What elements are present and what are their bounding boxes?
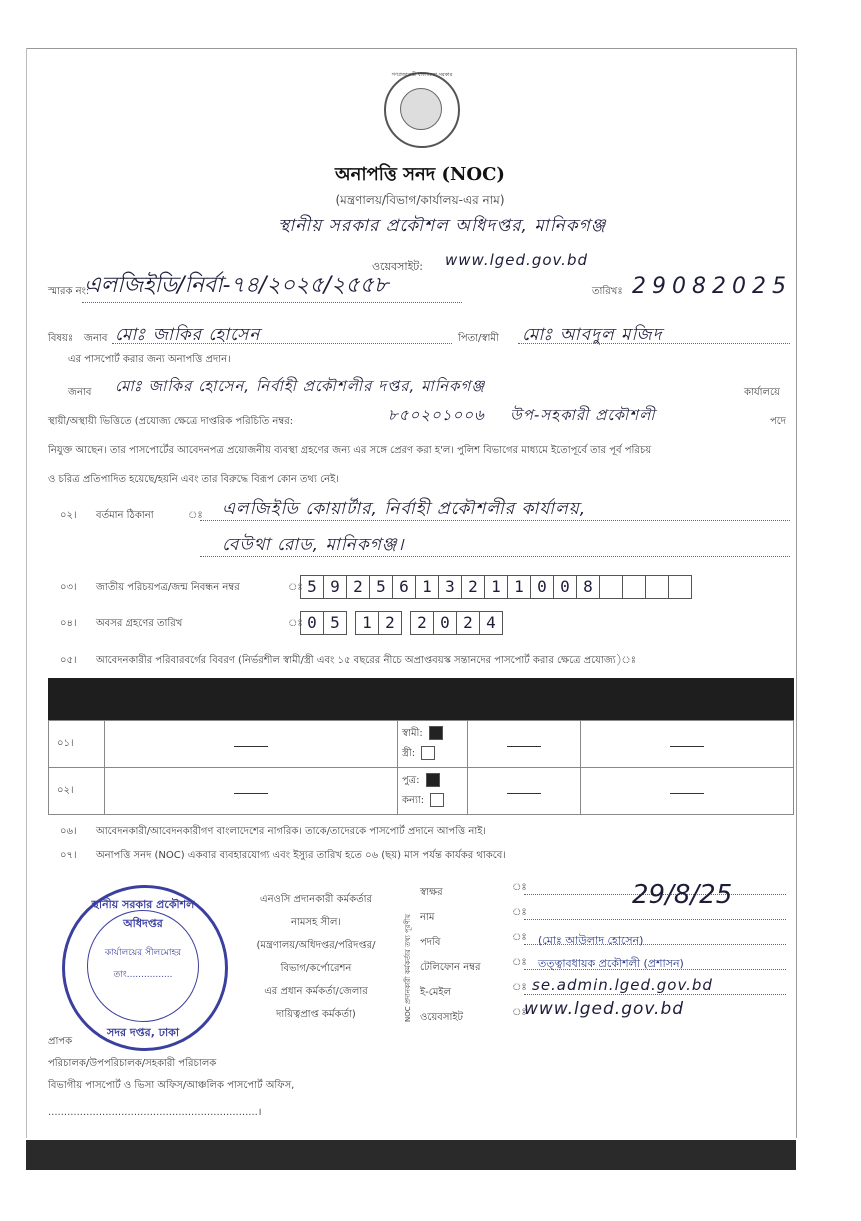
- issuer-desc-line: নামসহ সীল।: [291, 917, 341, 928]
- body-office-suffix: কার্যালয়ে: [744, 387, 780, 398]
- retire-colon: ঃ: [288, 618, 303, 629]
- page-border-top: [26, 48, 796, 49]
- retire-label: অবসর গ্রহণের তারিখ: [96, 618, 183, 629]
- relation-checkbox[interactable]: [429, 726, 443, 740]
- nid-label: জাতীয় পরিচয়পত্র/জন্ম নিবন্ধন নম্বর: [96, 582, 240, 593]
- retire-digit: 5: [323, 611, 347, 635]
- relation-label: স্ত্রী:: [402, 748, 416, 759]
- nid-digit: 3: [438, 575, 462, 599]
- field-label: নাম: [420, 912, 435, 923]
- empty-dash: [670, 793, 704, 794]
- table-row: [49, 721, 794, 768]
- nid-digit: 1: [415, 575, 439, 599]
- father-label: পিতা/স্বামী: [458, 333, 499, 344]
- body-designation: উপ-সহকারী প্রকৌশলী: [510, 406, 656, 424]
- nid-digit: 9: [323, 575, 347, 599]
- issuer-desc-line: বিভাগ/কর্পোরেশন: [280, 963, 352, 974]
- website-label: ওয়েবসাইট:: [372, 260, 423, 273]
- footer-bar: [26, 1140, 796, 1170]
- nid-digit: 1: [484, 575, 508, 599]
- field-label: ওয়েবসাইট: [420, 1012, 463, 1023]
- subject-line2: এর পাসপোর্ট করার জন্য অনাপত্তি প্রদান।: [68, 354, 231, 365]
- empty-dash: [234, 746, 268, 747]
- nid-digit: 2: [461, 575, 485, 599]
- address-dotted-line-1: [200, 520, 790, 521]
- retire-digit: 0: [433, 611, 457, 635]
- retire-digit: 2: [410, 611, 434, 635]
- relation-label: কন্যা:: [402, 795, 425, 806]
- retire-digit: 4: [479, 611, 503, 635]
- address-colon: ঃ: [188, 510, 203, 521]
- table-row: [49, 768, 794, 815]
- seal-inner-ring: [87, 910, 199, 1022]
- nid-digit: [668, 575, 692, 599]
- relation-label: পুত্র:: [402, 775, 420, 786]
- subject-name-line: [112, 343, 452, 344]
- retire-digit: 2: [378, 611, 402, 635]
- address-dotted-line-2: [200, 556, 790, 557]
- nid-num: ০৩।: [60, 582, 77, 593]
- seal-bottom-text: সদর দপ্তর, ঢাকা: [106, 1026, 180, 1039]
- issuer-field-signature: স্বাক্ষর ঃ 29/8/25: [420, 880, 790, 905]
- memo-label: স্মারক নং:: [48, 286, 90, 297]
- stamp-officer-name: (মোঃ আউলাদ হোসেন): [538, 934, 644, 947]
- subject-janab: জনাব: [84, 333, 108, 344]
- recipient-label: প্রাপক: [48, 1036, 73, 1047]
- nid-digit: [622, 575, 646, 599]
- emblem-text: গণপ্রজাতন্ত্রী বাংলাদেশ সরকার: [391, 72, 453, 78]
- relation-checkbox[interactable]: [430, 793, 444, 807]
- nid-colon: ঃ: [288, 582, 303, 593]
- subject-label: বিষয়ঃ: [48, 333, 74, 344]
- issuer-field-name: নাম ঃ: [420, 905, 790, 930]
- retire-digit: 1: [355, 611, 379, 635]
- office-name: স্থানীয় সরকার প্রকৌশল অধিদপ্তর, মানিকগঞ্জ: [278, 216, 607, 236]
- issuer-desc-line: এর প্রধান কর্মকর্তা/জেলার: [264, 986, 368, 997]
- nid-boxes[interactable]: [300, 575, 691, 599]
- empty-dash: [670, 746, 704, 747]
- retire-digit: 0: [300, 611, 324, 635]
- issuer-field-website: ওয়েবসাইট ঃ www.lged.gov.bd: [420, 999, 685, 1023]
- nid-digit: 5: [369, 575, 393, 599]
- nid-digit: [599, 575, 623, 599]
- field-label: স্বাক্ষর: [420, 887, 443, 898]
- father-line: [518, 343, 790, 344]
- relation-label: স্বামী:: [402, 728, 423, 739]
- field-label: পদবি: [420, 937, 441, 948]
- empty-dash: [507, 793, 541, 794]
- empty-dash: [234, 793, 268, 794]
- nid-digit: 2: [346, 575, 370, 599]
- clause6-num: ০৬।: [60, 826, 77, 837]
- issuer-field-designation: পদবি ঃ (মোঃ আউলাদ হোসেন): [420, 930, 790, 955]
- retire-num: ০৪।: [60, 618, 77, 629]
- signature: 29/8/25: [632, 880, 733, 910]
- nid-digit: 0: [530, 575, 554, 599]
- website-handwritten: www.lged.gov.bd: [524, 999, 685, 1019]
- issuer-field-email: ই-মেইল ঃ se.admin.lged.gov.bd: [420, 980, 790, 1005]
- seal-date-text: তাং................: [113, 970, 173, 980]
- empty-dash: [507, 746, 541, 747]
- memo-value: এলজিইডি/নির্বা-৭৪/২০২৫/২৫৫৮: [84, 273, 389, 298]
- stamp-officer-title: তত্ত্বাবধায়ক প্রকৌশলী (প্রশাসন): [538, 957, 684, 970]
- issuer-vertical-note: NOC প্রদানকারী কর্মকর্তার তথ্য পূরণীয়: [404, 913, 412, 1022]
- clause7-text: অনাপত্তি সনদ (NOC) একবার ব্যবহারযোগ্য এবং ইস্যুর তারিখ হতে ০৬ (ছয়) মাস পর্যন্ত কার্যকর থাকবে।: [96, 850, 506, 861]
- row-name-cell: [105, 768, 398, 815]
- family-table: [48, 720, 794, 815]
- recipient-line3: ..................................................................।: [48, 1107, 262, 1118]
- field-label: টেলিফোন নম্বর: [420, 962, 481, 973]
- date-label: তারিখঃ: [592, 286, 623, 297]
- address-label: বর্তমান ঠিকানা: [96, 510, 154, 521]
- row-name-cell: [105, 721, 398, 768]
- recipient-line2: বিভাগীয় পাসপোর্ট ও ভিসা অফিস/আঞ্চলিক পাসপোর্ট অফিস,: [48, 1080, 295, 1091]
- website-value: www.lged.gov.bd: [445, 251, 588, 269]
- family-num: ০৫।: [60, 655, 77, 666]
- issuer-fields: [420, 880, 790, 1030]
- body-pode: পদে: [770, 416, 787, 427]
- body-line3: নিযুক্ত আছেন। তার পাসপোর্টের আবেদনপত্র প্রয়োজনীয় ব্যবস্থা গ্রহণের জন্য এর সঙ্গে প্রেরণ করা হ'ল। পুলিশ বিভাগের মাধ্যমে ইতোপূর্বে তার পূর্ব পরিচয়: [48, 445, 652, 456]
- row-dob-cell: [468, 768, 581, 815]
- subject-name: মোঃ জাকির হোসেন: [115, 325, 261, 345]
- clause7-num: ০৭।: [60, 850, 77, 861]
- issuer-desc-line: (মন্ত্রণালয়/অধিদপ্তর/পরিদপ্তর/: [256, 940, 376, 951]
- seal-ring-text: স্থানীয় সরকার প্রকৌশল অধিদপ্তর: [91, 898, 195, 930]
- issuer-field-phone: টেলিফোন নম্বর ঃ তত্ত্বাবধায়ক প্রকৌশলী (প্রশাসন): [420, 955, 790, 980]
- body-line4: ও চরিত্র প্রতিপাদিত হয়েছে/হয়নি এবং তার বিরুদ্ধে বিরূপ কোন তথ্য নেই।: [48, 474, 339, 485]
- address-num: ০২।: [60, 510, 77, 521]
- nid-digit: 8: [576, 575, 600, 599]
- email-value: se.admin.lged.gov.bd: [532, 976, 713, 994]
- row-dob-cell: [468, 721, 581, 768]
- clause6-text: আবেদনকারী/আবেদনকারীগণ বাংলাদেশের নাগরিক। তাকে/তাদেরকে পাসপোর্ট প্রদানে আপত্তি নাই।: [96, 826, 487, 837]
- government-emblem-icon: [384, 72, 460, 148]
- nid-digit: 0: [553, 575, 577, 599]
- page-subtitle: (মন্ত্রণালয়/বিভাগ/কার্যালয়-এর নাম): [335, 193, 505, 207]
- nid-digit: 5: [300, 575, 324, 599]
- issuer-desc-line: এনওসি প্রদানকারী কর্মকর্তার: [259, 894, 373, 905]
- office-seal-icon: [62, 885, 228, 1051]
- row-num: ০১।: [49, 721, 105, 768]
- nid-digit: 6: [392, 575, 416, 599]
- memo-dotted-line: [82, 302, 462, 303]
- retire-digit: 2: [456, 611, 480, 635]
- family-label: আবেদনকারীর পরিবারবর্গের বিবরণ (নির্ভরশীল স্বামী/স্ত্রী এবং ১৫ বছরের নীচে অপ্রাপ্তবয়স্ক সন্তানদের পাসপোর্ট করার ক্ষেত্রে প্রযোজ্য)ঃ: [96, 655, 637, 666]
- field-label: ই-মেইল: [420, 987, 452, 998]
- family-table-header: [48, 678, 794, 720]
- relation-checkbox[interactable]: [426, 773, 440, 787]
- row-num: ০২।: [49, 768, 105, 815]
- seal-center-text: কার্যালয়ের সীলমোহর: [104, 948, 182, 958]
- father-value: মোঃ আবদুল মজিদ: [522, 325, 663, 345]
- row-relation-cell: [398, 721, 468, 768]
- issuer-description: [236, 888, 396, 1026]
- recipient-line1: পরিচালক/উপপরিচালক/সহকারী পরিচালক: [48, 1058, 217, 1069]
- row-nid-cell: [581, 768, 794, 815]
- relation-checkbox[interactable]: [421, 746, 435, 760]
- body-id-number: ৮৫০২০১০০৬: [388, 406, 485, 424]
- row-relation-cell: [398, 768, 468, 815]
- nid-digit: 1: [507, 575, 531, 599]
- address-line1: এলজিইডি কোয়ার্টার, নির্বাহী প্রকৌশলীর কার্যালয়,: [222, 499, 587, 519]
- emblem-map-icon: [400, 88, 442, 130]
- nid-digit: [645, 575, 669, 599]
- body-janab: জনাব: [68, 387, 92, 398]
- address-line2: বেউথা রোড, মানিকগঞ্জ।: [222, 535, 405, 555]
- retire-date-boxes[interactable]: [300, 611, 502, 635]
- body-name-office: মোঃ জাকির হোসেন, নির্বাহী প্রকৌশলীর দপ্তর, মানিকগঞ্জ: [115, 377, 486, 395]
- date-value: 29082025: [632, 274, 792, 299]
- page-title: অনাপত্তি সনদ (NOC): [335, 164, 505, 185]
- body-line2-prefix: স্থায়ী/অস্থায়ী ভিত্তিতে (প্রযোজ্য ক্ষেত্রে দাপ্তরিক পরিচিতি নম্বর:: [48, 416, 294, 427]
- row-nid-cell: [581, 721, 794, 768]
- issuer-desc-line: দায়িত্বপ্রাপ্ত কর্মকর্তা): [276, 1009, 356, 1020]
